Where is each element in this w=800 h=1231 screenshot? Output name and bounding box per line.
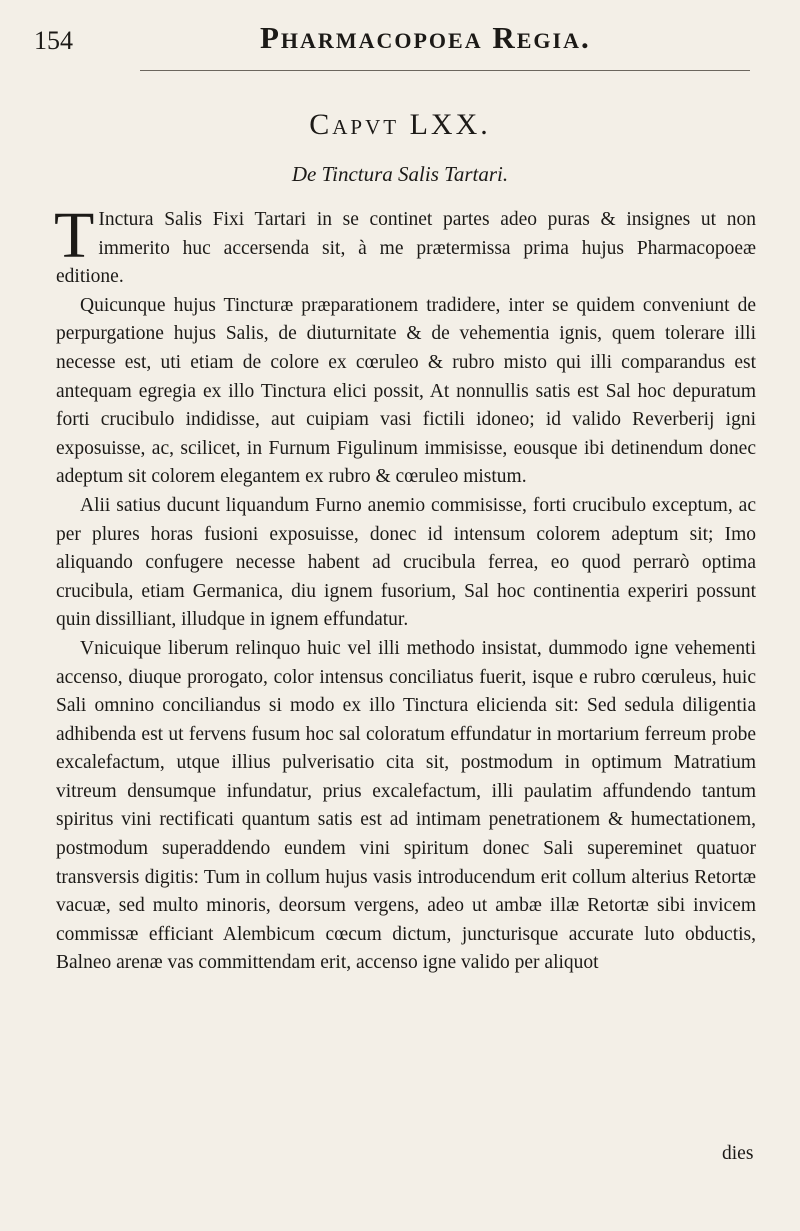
running-title: Pharmacopoea Regia.: [260, 20, 591, 55]
paragraph-1: [54, 199, 756, 292]
chapter-heading: Capvt LXX.: [309, 108, 491, 141]
running-head: [34, 18, 766, 62]
catchword: dies: [722, 1143, 754, 1164]
chapter-subtitle: De Tinctura Salis Tartari.: [291, 162, 509, 186]
body-text: [54, 199, 756, 978]
paragraph-3: Alii satius ducunt liquandum Furno anemio commisisse, forti crucibulo exceptum, ac per plures horas fusioni exposuisse, donec id intensum colorem adeptum sit; Imo aliquando confugere necesse habent ad crucibula ferrea, eo quod perrarò optima crucibula, etiam Germanica, diu ignem fusorium, Sal hoc continentia experiri possunt quin dissilliant, illudque in ignem effundatur.: [56, 494, 756, 631]
paragraph-2: Quicunque hujus Tincturæ præparationem tradidere, inter se quidem conveniunt de perpurgatione hujus Salis, de diuturnitate & de vehementia ignis, quem tolerare illi necesse est, uti etiam de colore ex cœruleo & rubro misto qui illi comparandus est antequam egregia ex illo Tinctura elici possit, At nonnullis satis est Sal hoc depuratum forti crucibulo indidisse, aut cuipiam vasi fictili idoneo; id valido Reverberij igni exposuisse, ac, scilicet, in Furnum Figulinum immisisse, eousque ibi detinendum donec adeptum sit colorem elegantem ex rubro & cœruleo mistum.: [56, 294, 756, 488]
paragraph-1-text: Inctura Salis Fixi Tartari in se continet partes adeo puras & insignes ut non immerito huc accersenda sit, à me prætermissa prima hujus Pharmacopoeæ editione.: [56, 209, 756, 288]
page-number: 154: [34, 26, 73, 55]
drop-cap: T: [54, 199, 95, 272]
header-rule: [140, 70, 750, 71]
paragraph-4: Vnicuique liberum relinquo huic vel illi methodo insistat, dummodo igne vehementi accenso, diuque prorogato, color intensus conciliatus fuerit, isque e rubro cœruleus, huic Sali omnino conciliandus si modo ex illo Tinctura elicienda sit: Sed sedula diligentia adhibenda est ut fervens fusum hoc sal coloratum effundatur in mortarium ferreum probe excalefactum, utque illius pulverisatio cita sit, postmodum in optimum Matratium vitreum densumque infundatur, prius excalefactum, illi paulatim affundendo tantum spiritus vini rectificati quantum satis est ad intimam penetrationem & humectationem, postmodum superaddendo eundem vini spiritum donec Sali supereminet quatuor transversis digitis: Tum in collum hujus vasis introducendum erit collum alterius Retortæ vacuæ, sed multo minoris, deorsum vergens, adeo ut ambæ illæ Retortæ sibi invicem commissæ efficiant Alembicum cœcum dictum, juncturisque accurate luto obductis, Balneo arenæ vas committendam erit, accenso igne valido per aliquot: [56, 637, 756, 974]
